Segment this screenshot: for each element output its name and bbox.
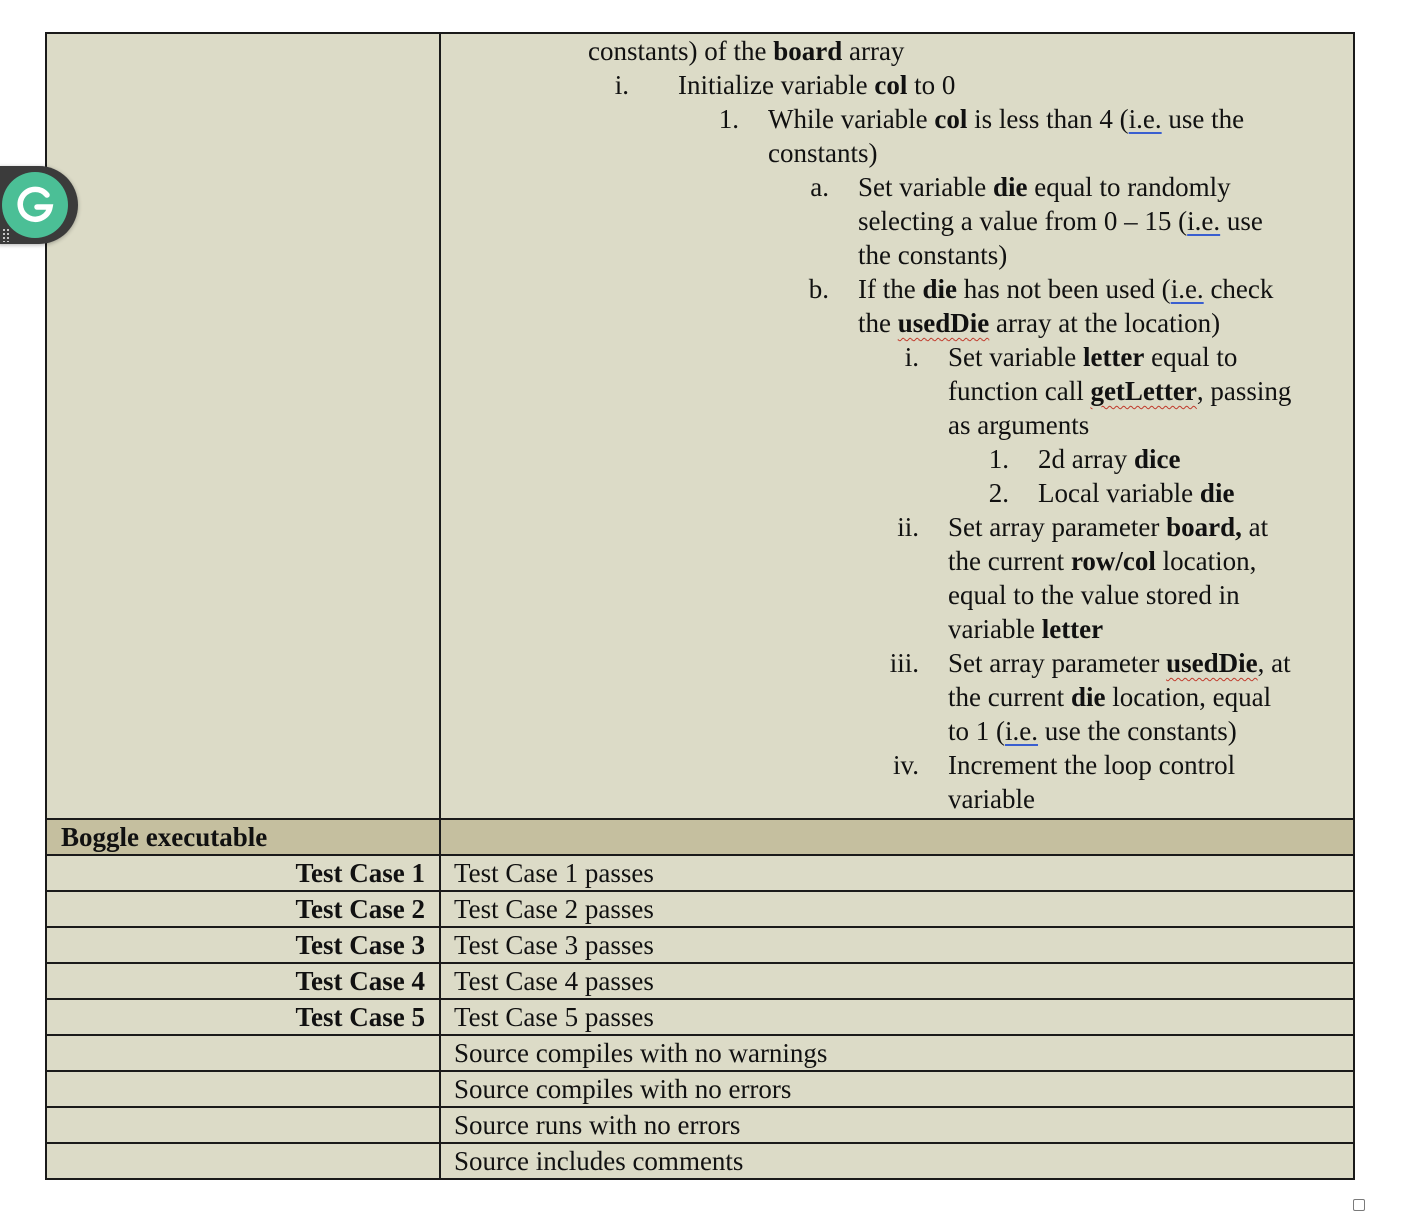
text-run: selecting a value from 0 – 15 ( (858, 206, 1188, 236)
row-label: Test Case 5 (46, 999, 440, 1035)
text-run: die (992, 172, 1028, 202)
step-text (858, 272, 1273, 306)
text-run: i.e. (1187, 206, 1221, 236)
step-text (948, 782, 1035, 816)
step-text (948, 748, 1235, 782)
text-run: constants) of the (588, 36, 774, 66)
text-run: equal to (1144, 342, 1238, 372)
step-lines (441, 34, 1353, 818)
text-run: , passing (1196, 376, 1292, 406)
text-run: Local variable (1038, 478, 1200, 508)
list-marker: 1. (988, 444, 1009, 474)
text-run: Set array parameter (948, 512, 1167, 542)
list-marker: 1. (718, 104, 739, 134)
row-label: Test Case 2 (46, 891, 440, 927)
step-text (948, 578, 1240, 612)
text-run: die (1070, 682, 1106, 712)
text-run: the current (948, 682, 1071, 712)
text-run: array (842, 36, 905, 66)
steps-row (46, 33, 1354, 819)
step-text (768, 102, 1244, 136)
grammarly-g-glyph (11, 181, 59, 229)
text-run: the current (948, 546, 1071, 576)
step-text (678, 68, 955, 102)
text-run: getLetter (1090, 376, 1197, 406)
section-label: Boggle executable (61, 822, 268, 852)
list-marker: b. (808, 274, 829, 304)
row-value: Source compiles with no warnings (440, 1035, 1354, 1071)
row-label: Test Case 1 (46, 855, 440, 891)
step-text (858, 306, 1220, 340)
text-run: letter (1041, 614, 1104, 644)
list-marker: ii. (897, 512, 919, 542)
step-text (948, 680, 1271, 714)
step-line (441, 136, 1353, 170)
step-text (948, 714, 1237, 748)
text-run: i.e. (1128, 104, 1162, 134)
row-label: Test Case 3 (46, 927, 440, 963)
step-text (948, 612, 1103, 646)
step-line (441, 68, 1353, 102)
text-run: location, (1155, 546, 1257, 576)
steps-label-cell (46, 33, 440, 819)
row-label: Test Case 4 (46, 963, 440, 999)
row-value: Source runs with no errors (440, 1107, 1354, 1143)
row-value: Test Case 4 passes (440, 963, 1354, 999)
step-line (441, 340, 1353, 374)
text-run: as arguments (948, 410, 1090, 440)
text-run: use the constants) (1038, 716, 1237, 746)
grammarly-widget[interactable] (0, 166, 78, 244)
table-row (46, 1107, 1354, 1143)
text-run: letter (1082, 342, 1145, 372)
step-line (441, 680, 1353, 714)
table-row (46, 891, 1354, 927)
step-line (441, 238, 1353, 272)
step-text (948, 510, 1268, 544)
row-value: Test Case 5 passes (440, 999, 1354, 1035)
row-label (46, 1035, 440, 1071)
row-value: Test Case 2 passes (440, 891, 1354, 927)
step-text (948, 408, 1089, 442)
text-run: , at (1257, 648, 1291, 678)
steps-content-cell (440, 33, 1354, 819)
section-value-cell (440, 819, 1354, 855)
list-marker: iii. (889, 648, 919, 678)
step-line (441, 102, 1353, 136)
text-run: is less than 4 ( (967, 104, 1129, 134)
step-text (948, 340, 1237, 374)
text-run: at (1241, 512, 1269, 542)
text-run: board (773, 36, 843, 66)
text-run: die (1199, 478, 1235, 508)
text-run: i.e. (1170, 274, 1204, 304)
rubric-table (45, 32, 1355, 1180)
step-line (441, 170, 1353, 204)
text-run: dice (1133, 444, 1181, 474)
row-label (46, 1143, 440, 1179)
step-line (441, 374, 1353, 408)
row-value: Source includes comments (440, 1143, 1354, 1179)
step-text (768, 136, 877, 170)
text-run: col (934, 104, 968, 134)
table-row (46, 1143, 1354, 1179)
step-text (948, 374, 1291, 408)
text-run: constants) (768, 138, 878, 168)
text-run: col (874, 70, 908, 100)
step-text (858, 170, 1231, 204)
step-line (441, 306, 1353, 340)
list-marker: 2. (988, 478, 1009, 508)
text-run: location, equal (1105, 682, 1272, 712)
text-run: check (1203, 274, 1274, 304)
list-marker: iv. (893, 750, 919, 780)
step-text (588, 34, 904, 68)
table-row (46, 963, 1354, 999)
text-run: If the (858, 274, 923, 304)
text-run: usedDie (1166, 648, 1258, 678)
step-text (948, 544, 1256, 578)
section-label-cell (46, 819, 440, 855)
step-text (1038, 442, 1180, 476)
row-value: Test Case 1 passes (440, 855, 1354, 891)
step-line (441, 510, 1353, 544)
text-run: While variable (768, 104, 935, 134)
table-row (46, 855, 1354, 891)
text-run: equal to randomly (1027, 172, 1231, 202)
step-line (441, 578, 1353, 612)
table-row (46, 927, 1354, 963)
resize-handle-icon[interactable] (1353, 1199, 1365, 1211)
step-line (441, 408, 1353, 442)
text-run: variable (948, 784, 1035, 814)
row-value: Source compiles with no errors (440, 1071, 1354, 1107)
step-line (441, 612, 1353, 646)
step-line (441, 442, 1353, 476)
text-run: has not been used ( (956, 274, 1171, 304)
text-run: Initialize variable (678, 70, 875, 100)
step-line (441, 782, 1353, 816)
step-line (441, 714, 1353, 748)
text-run: Set variable (948, 342, 1083, 372)
list-marker: i. (614, 70, 629, 100)
step-line (441, 204, 1353, 238)
step-text (948, 646, 1291, 680)
table-row (46, 999, 1354, 1035)
step-line (441, 646, 1353, 680)
list-marker: a. (810, 172, 829, 202)
grammarly-icon[interactable] (2, 172, 68, 238)
text-run: function call (948, 376, 1091, 406)
text-run: the (858, 308, 898, 338)
row-value: Test Case 3 passes (440, 927, 1354, 963)
text-run: use (1220, 206, 1263, 236)
text-run: the constants) (858, 240, 1008, 270)
list-marker: i. (904, 342, 919, 372)
text-run: variable (948, 614, 1042, 644)
text-run: Set array parameter (948, 648, 1167, 678)
step-text (858, 204, 1263, 238)
step-line (441, 272, 1353, 306)
text-run: use the (1161, 104, 1245, 134)
row-label (46, 1071, 440, 1107)
text-run: to 1 ( (948, 716, 1005, 746)
drag-handle-icon[interactable] (2, 228, 10, 242)
text-run: 2d array (1038, 444, 1134, 474)
text-run: board, (1166, 512, 1242, 542)
table-row (46, 1035, 1354, 1071)
text-run: row/col (1070, 546, 1156, 576)
text-run: Increment the loop control (948, 750, 1236, 780)
text-run: die (922, 274, 957, 304)
row-label (46, 1107, 440, 1143)
text-run: usedDie (897, 308, 990, 338)
text-run: array at the location) (989, 308, 1221, 338)
step-text (1038, 476, 1234, 510)
table-row (46, 1071, 1354, 1107)
step-line (441, 748, 1353, 782)
text-run: i.e. (1005, 716, 1038, 746)
step-text (858, 238, 1007, 272)
step-line (441, 544, 1353, 578)
text-run: Set variable (858, 172, 993, 202)
step-line (441, 476, 1353, 510)
section-row (46, 819, 1354, 855)
step-line (441, 34, 1353, 68)
text-run: to 0 (907, 70, 956, 100)
text-run: equal to the value stored in (948, 580, 1240, 610)
